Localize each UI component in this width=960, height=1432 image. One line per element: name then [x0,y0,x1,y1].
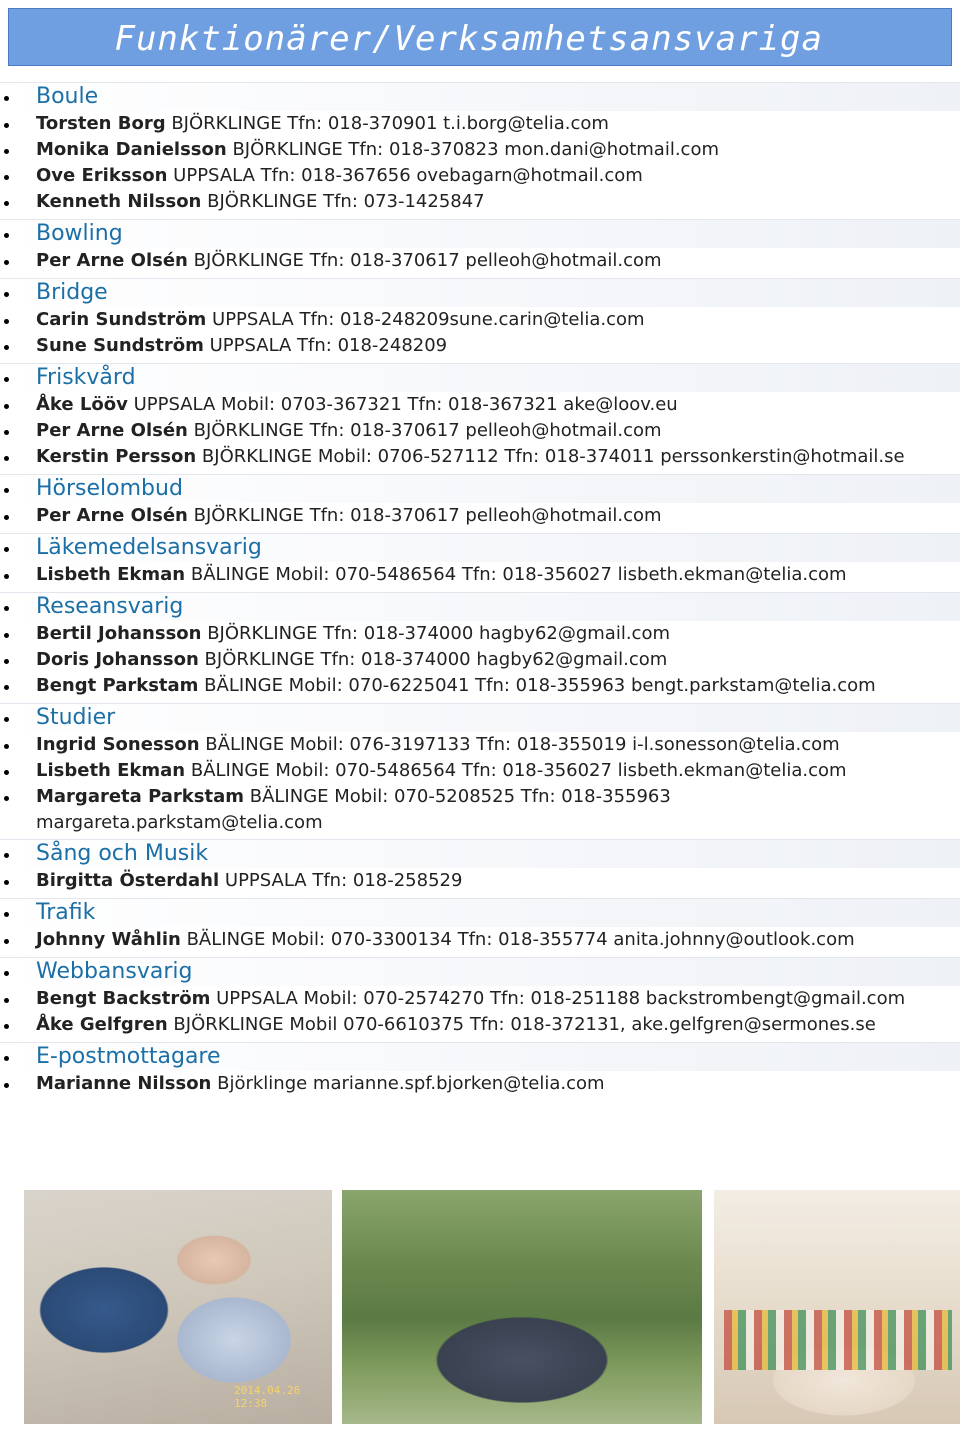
contact-row [0,927,960,953]
contact-details: UPPSALA Tfn: 018-367656 ovebagarn@hotmail.com [173,165,643,186]
contact-text [0,647,960,673]
contact-row [0,333,960,359]
bullet-icon [4,96,9,101]
section [0,592,960,699]
contact-details: BÄLINGE Mobil: 070-3300134 Tfn: 018-355774 anita.johnny@outlook.com [186,929,855,950]
contact-details: UPPSALA Mobil: 070-2574270 Tfn: 018-251188 backstrombengt@gmail.com [216,988,906,1009]
contact-details: BJÖRKLINGE Tfn: 073-1425847 [207,191,485,212]
title-banner [8,8,952,66]
contact-details: UPPSALA Mobil: 0703-367321 Tfn: 018-367321 ake@loov.eu [133,394,678,415]
contact-row [0,392,960,418]
category-label: Webbansvarig [36,959,193,984]
bullet-icon [4,659,9,664]
category-header [0,592,960,621]
bullet-icon [4,1056,9,1061]
bullet-icon [4,744,9,749]
bullet-icon [4,998,9,1003]
photo-outdoor-group [342,1190,702,1424]
section [0,363,960,470]
section [0,957,960,1038]
bullet-icon [4,796,9,801]
contact-row [0,503,960,529]
category-header [0,363,960,392]
contact-row [0,248,960,274]
contact-name: Lisbeth Ekman [36,760,186,781]
contact-details: BJÖRKLINGE Tfn: 018-370823 mon.dani@hotmail.com [232,139,719,160]
bullet-icon [4,547,9,552]
category-header [0,703,960,732]
contact-details: BJÖRKLINGE Tfn: 018-370617 pelleoh@hotmail.com [193,250,662,271]
section [0,278,960,359]
contact-details: BJÖRKLINGE Mobil: 0706-527112 Tfn: 018-374011 perssonkerstin@hotmail.se [201,446,905,467]
category-header [0,839,960,868]
bullet-icon [4,175,9,180]
contact-details: BJÖRKLINGE Mobil 070-6610375 Tfn: 018-372131, ake.gelfgren@sermones.se [173,1014,876,1035]
bullet-icon [4,319,9,324]
contact-name: Birgitta Österdahl [36,870,220,891]
contact-text [0,418,960,444]
contact-details: BÄLINGE Mobil: 070-5486564 Tfn: 018-356027 lisbeth.ekman@telia.com [190,564,847,585]
contact-name: Åke Gelfgren [36,1014,168,1035]
bullet-icon [4,404,9,409]
bullet-icon [4,880,9,885]
bullet-icon [4,1024,9,1029]
bullet-icon [4,971,9,976]
category-label: Bridge [36,280,108,305]
contact-details: UPPSALA Tfn: 018-248209sune.carin@telia.com [212,309,645,330]
contact-name: Carin Sundström [36,309,207,330]
contact-text [0,986,960,1012]
contact-text [0,111,960,137]
category-header [0,898,960,927]
page-title: Funktionärer/Verksamhetsansvariga [114,19,823,59]
contact-text [0,307,960,333]
contact-name: Monika Danielsson [36,139,227,160]
contact-text [0,503,960,529]
contact-details: BJÖRKLINGE Tfn: 018-370901 t.i.borg@telia.com [171,113,609,134]
category-label: Trafik [36,900,96,925]
bullet-icon [4,488,9,493]
bullet-icon [4,233,9,238]
contact-row [0,163,960,189]
contact-row [0,647,960,673]
bullet-icon [4,456,9,461]
bullet-icon [4,515,9,520]
contact-text [0,673,960,699]
category-header [0,533,960,562]
bullet-icon [4,853,9,858]
contact-row [0,986,960,1012]
contact-text [0,562,960,588]
section [0,533,960,588]
contact-text [0,621,960,647]
contact-details: BÄLINGE Mobil: 070-5208525 Tfn: 018-355963 margareta.parkstam@telia.com [36,786,671,833]
contact-row [0,137,960,163]
category-label: Reseansvarig [36,594,184,619]
contact-text [0,137,960,163]
section [0,703,960,835]
section [0,82,960,215]
contact-row [0,732,960,758]
contact-text [0,189,960,215]
contact-text [0,1012,960,1038]
category-label: Hörselombud [36,476,183,501]
contact-details: BÄLINGE Mobil: 070-6225041 Tfn: 018-355963 bengt.parkstam@telia.com [204,675,876,696]
contact-text [0,732,960,758]
contact-row [0,621,960,647]
photo-date-stamp: 2014.04.26 12:38 [234,1384,301,1410]
contact-row [0,111,960,137]
contact-details: BJÖRKLINGE Tfn: 018-370617 pelleoh@hotmail.com [193,505,662,526]
contact-row [0,673,960,699]
contact-name: Bengt Parkstam [36,675,199,696]
contact-row [0,868,960,894]
photo-cpr-training [24,1190,332,1424]
contact-row [0,562,960,588]
category-label: Studier [36,705,116,730]
contact-details: BJÖRKLINGE Tfn: 018-374000 hagby62@gmail.com [207,623,670,644]
bullet-icon [4,770,9,775]
contact-text [0,163,960,189]
category-label: Boule [36,84,99,109]
bullet-icon [4,574,9,579]
category-header [0,1042,960,1071]
contact-row [0,189,960,215]
photo-strip [24,1190,960,1424]
contact-row [0,1012,960,1038]
bullet-icon [4,201,9,206]
section [0,219,960,274]
contact-name: Bertil Johansson [36,623,202,644]
section [0,1042,960,1097]
bullet-icon [4,939,9,944]
contact-row [0,418,960,444]
category-label: Läkemedelsansvarig [36,535,262,560]
section [0,898,960,953]
contact-name: Kerstin Persson [36,446,197,467]
contact-name: Lisbeth Ekman [36,564,186,585]
bullet-icon [4,606,9,611]
contact-name: Johnny Wåhlin [36,929,181,950]
section [0,839,960,894]
contact-name: Bengt Backström [36,988,211,1009]
contact-name: Per Arne Olsén [36,250,188,271]
category-header [0,474,960,503]
bullet-icon [4,717,9,722]
contact-name: Per Arne Olsén [36,420,188,441]
food-display [724,1310,952,1370]
contact-text [0,868,960,894]
contact-details: BJÖRKLINGE Tfn: 018-374000 hagby62@gmail.com [204,649,668,670]
category-label: E-postmottagare [36,1044,221,1069]
bullet-icon [4,123,9,128]
contact-text [0,248,960,274]
contact-name: Ove Eriksson [36,165,168,186]
contact-text [0,444,960,470]
bullet-icon [4,685,9,690]
bullet-icon [4,377,9,382]
contact-text [0,784,960,835]
category-header [0,957,960,986]
section [0,474,960,529]
contact-text [0,333,960,359]
contact-row [0,307,960,333]
contact-name: Doris Johansson [36,649,199,670]
contact-name: Åke Lööv [36,394,128,415]
category-header [0,82,960,111]
bullet-icon [4,430,9,435]
category-header [0,278,960,307]
category-header [0,219,960,248]
contact-details: BJÖRKLINGE Tfn: 018-370617 pelleoh@hotmail.com [193,420,662,441]
contact-row [0,444,960,470]
category-label: Sång och Musik [36,841,209,866]
contact-details: UPPSALA Tfn: 018-248209 [209,335,448,356]
contact-name: Margareta Parkstam [36,786,244,807]
contact-name: Kenneth Nilsson [36,191,202,212]
contact-text [0,927,960,953]
category-label: Bowling [36,221,123,246]
contact-row [0,784,960,835]
contact-details: UPPSALA Tfn: 018-258529 [224,870,463,891]
bullet-icon [4,260,9,265]
photo-food-table [714,1190,960,1424]
bullet-icon [4,633,9,638]
contact-text [0,1071,960,1097]
contact-name: Ingrid Sonesson [36,734,200,755]
bullet-icon [4,912,9,917]
contact-name: Sune Sundström [36,335,204,356]
contact-row [0,1071,960,1097]
contact-name: Torsten Borg [36,113,166,134]
contact-details: BÄLINGE Mobil: 076-3197133 Tfn: 018-355019 i-l.sonesson@telia.com [205,734,840,755]
bullet-icon [4,345,9,350]
contact-text [0,392,960,418]
contact-text [0,758,960,784]
contact-details: Björklinge marianne.spf.bjorken@telia.com [217,1073,605,1094]
bullet-icon [4,292,9,297]
contact-details: BÄLINGE Mobil: 070-5486564 Tfn: 018-356027 lisbeth.ekman@telia.com [190,760,847,781]
bullet-icon [4,149,9,154]
category-label: Friskvård [36,365,136,390]
bullet-icon [4,1083,9,1088]
contact-name: Marianne Nilsson [36,1073,212,1094]
contact-list [0,78,960,1097]
contact-row [0,758,960,784]
contact-name: Per Arne Olsén [36,505,188,526]
